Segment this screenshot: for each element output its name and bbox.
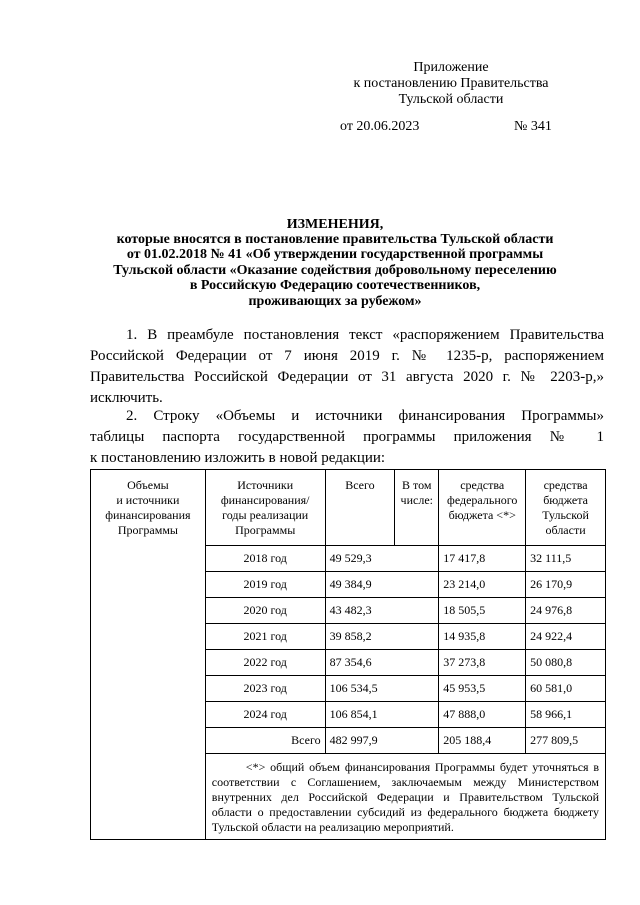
federal-cell: 18 505,5 <box>439 598 526 624</box>
total-label-cell: Всего <box>205 728 325 754</box>
paragraph-2 <box>90 406 604 469</box>
year-cell: 2021 год <box>205 624 325 650</box>
title-line-3: от 01.02.2018 № 41 «Об утверждении государственной программы <box>126 247 544 262</box>
year-cell: 2018 год <box>205 546 325 572</box>
total-cell: 49 529,3 <box>325 546 439 572</box>
paragraph-2-line: к постановлению изложить в новой редакции: <box>90 450 386 466</box>
regional-cell: 50 080,8 <box>526 650 606 676</box>
paragraph-2-line: таблицы паспорта государственной программы приложения № 1 <box>90 429 604 445</box>
grand-total-cell: 482 997,9 <box>325 728 439 754</box>
appendix-label: Приложение <box>413 60 489 75</box>
year-cell: 2024 год <box>205 702 325 728</box>
document-date: от 20.06.2023 <box>340 119 420 134</box>
header-total: Всего <box>325 470 395 546</box>
federal-cell: 45 953,5 <box>439 676 526 702</box>
federal-cell: 17 417,8 <box>439 546 526 572</box>
appendix-region-label: Тульской области <box>398 92 504 107</box>
footnote: <*> общий объем финансирования Программы будет уточняться в соответствии с Соглашением, заключаемым между Министерством внутренних дел Российской Федерации и Правительством Тульской области о предоставлении субсидий из федерального бюджета бюджету Тульской области на реализацию мероприятий. <box>205 754 605 840</box>
federal-cell: 14 935,8 <box>439 624 526 650</box>
header-including: В том числе: <box>395 470 439 546</box>
year-cell: 2019 год <box>205 572 325 598</box>
document-title: ИЗМЕНЕНИЯ, <box>286 217 384 232</box>
title-line-2: которые вносятся в постановление правительства Тульской области <box>116 232 554 247</box>
regional-cell: 24 922,4 <box>526 624 606 650</box>
header-financing-sources: Источники финансирования/ годы реализации Программы <box>205 470 325 546</box>
year-cell: 2023 год <box>205 676 325 702</box>
appendix-resolution-label: к постановлению Правительства <box>353 76 549 91</box>
year-cell: 2022 год <box>205 650 325 676</box>
federal-total-cell: 205 188,4 <box>439 728 526 754</box>
total-cell: 49 384,9 <box>325 572 439 598</box>
regional-cell: 60 581,0 <box>526 676 606 702</box>
total-cell: 87 354,6 <box>325 650 439 676</box>
title-line-6: проживающих за рубежом» <box>248 294 422 309</box>
header-regional-budget: средства бюджета Тульской области <box>526 470 606 546</box>
regional-cell: 26 170,9 <box>526 572 606 598</box>
header-volumes-sources: Объемы и источники финансирования Программы <box>91 470 206 840</box>
paragraph-1-line: исключить. <box>90 390 163 406</box>
table-header-row <box>91 470 606 546</box>
federal-cell: 37 273,8 <box>439 650 526 676</box>
document-number: № 341 <box>514 119 552 134</box>
total-cell: 106 854,1 <box>325 702 439 728</box>
regional-cell: 58 966,1 <box>526 702 606 728</box>
paragraph-1-line: Российской Федерации от 7 июня 2019 г. № 1235-р, распоряжением <box>90 348 604 364</box>
total-cell: 106 534,5 <box>325 676 439 702</box>
title-line-4: Тульской области «Оказание содействия добровольному переселению <box>113 263 557 278</box>
year-cell: 2020 год <box>205 598 325 624</box>
regional-cell: 32 111,5 <box>526 546 606 572</box>
federal-cell: 47 888,0 <box>439 702 526 728</box>
title-line-5: в Российскую Федерацию соотечественников, <box>189 278 481 293</box>
regional-cell: 24 976,8 <box>526 598 606 624</box>
total-cell: 39 858,2 <box>325 624 439 650</box>
paragraph-1 <box>90 325 604 409</box>
federal-cell: 23 214,0 <box>439 572 526 598</box>
header-federal-budget: средства федерального бюджета <*> <box>439 470 526 546</box>
total-cell: 43 482,3 <box>325 598 439 624</box>
paragraph-1-line: 1. В преамбуле постановления текст «распоряжением Правительства <box>126 327 604 343</box>
paragraph-1-line: Правительства Российской Федерации от 31 августа 2020 г. № 2203-р,» <box>90 369 604 385</box>
regional-total-cell: 277 809,5 <box>526 728 606 754</box>
paragraph-2-line: 2. Строку «Объемы и источники финансирования Программы» <box>126 408 604 424</box>
financing-table <box>90 469 606 840</box>
